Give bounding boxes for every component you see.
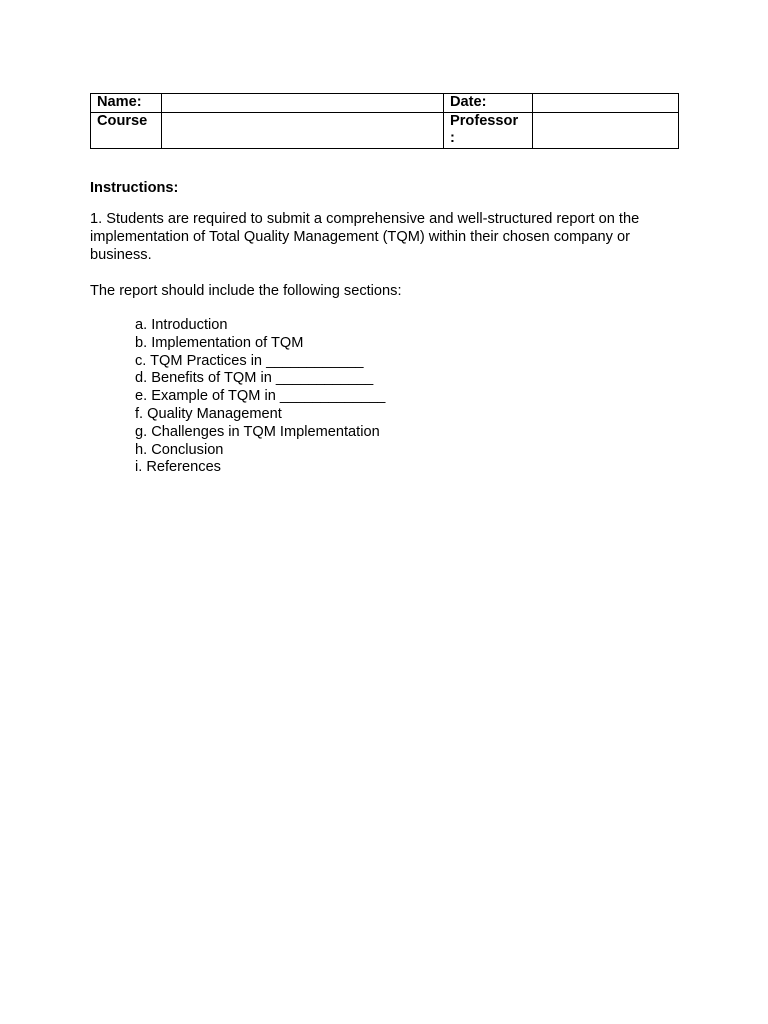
- student-info-table: [90, 93, 679, 149]
- table-row: [91, 94, 679, 113]
- list-item: d. Benefits of TQM in ____________: [135, 370, 374, 387]
- course-field[interactable]: [162, 113, 444, 149]
- professor-field[interactable]: [533, 113, 679, 149]
- list-item: f. Quality Management: [135, 405, 282, 422]
- instructions-heading: Instructions:: [90, 180, 179, 196]
- date-label: Date:: [444, 94, 533, 113]
- name-label: Name:: [91, 94, 162, 113]
- instructions-paragraph: 1. Students are required to submit a comprehensive and well-structured report on the implementation of Total Quality Management (TQM) within their chosen company or business.: [90, 211, 640, 263]
- course-label: Course: [91, 113, 162, 149]
- list-item: i. References: [135, 459, 221, 476]
- list-item: g. Challenges in TQM Implementation: [135, 423, 380, 440]
- professor-label-line2: :: [450, 130, 455, 146]
- report-sections-list: [135, 317, 385, 477]
- list-item: b. Implementation of TQM: [135, 334, 304, 351]
- list-item: h. Conclusion: [135, 441, 224, 458]
- professor-label-line1: Professor: [450, 113, 519, 129]
- professor-label: [444, 113, 533, 149]
- list-item: a. Introduction: [135, 317, 228, 333]
- list-item: e. Example of TQM in _____________: [135, 388, 386, 405]
- list-item: c. TQM Practices in ____________: [135, 352, 364, 369]
- table-row: [91, 113, 679, 149]
- sections-intro: The report should include the following sections:: [90, 283, 402, 299]
- name-field[interactable]: [162, 94, 444, 113]
- date-field[interactable]: [533, 94, 679, 113]
